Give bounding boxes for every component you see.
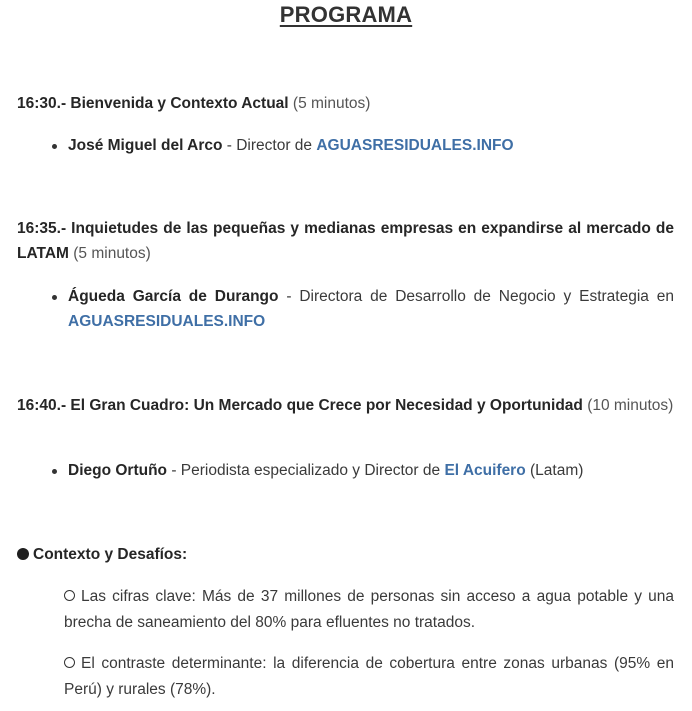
context-item-text: Las cifras clave: Más de 37 millones de personas sin acceso a agua potable y una brecha de saneamiento del 80% para efluentes no tratados.: [64, 588, 674, 631]
context-item-text: El contraste determinante: la diferencia de cobertura entre zonas urbanas (95% en Perú) y rurales (78%).: [64, 655, 674, 698]
circle-outline-icon: [64, 590, 75, 601]
session-1-link[interactable]: AGUASRESIDUALES.INFO: [316, 137, 514, 154]
session-3-role: - Periodista especializado y Director de: [167, 462, 445, 479]
session-2-title: 16:35.- Inquietudes de las pequeñas y medianas empresas en expandirse al mercado de LATAM: [17, 220, 674, 262]
session-1-title: 16:30.- Bienvenida y Contexto Actual: [17, 95, 289, 112]
session-2-speaker-item: [52, 284, 674, 334]
session-3-role-suffix: (Latam): [525, 462, 584, 479]
session-1-duration: (5 minutos): [292, 95, 371, 112]
bullet-icon: [52, 295, 57, 300]
context-item: [64, 651, 674, 703]
session-3-link[interactable]: El Acuifero: [444, 462, 526, 479]
bullet-icon: [52, 144, 57, 149]
session-2-role: - Directora de Desarrollo de Negocio y Estrategia en: [278, 288, 675, 305]
circle-outline-icon: [64, 657, 75, 668]
page-title: PROGRAMA: [279, 2, 413, 27]
session-2-heading: [17, 216, 674, 266]
session-1-speaker-item: [52, 133, 674, 158]
session-2-link[interactable]: AGUASRESIDUALES.INFO: [68, 313, 266, 330]
session-1-role: - Director de: [222, 137, 317, 154]
session-2-duration: (5 minutos): [73, 245, 151, 262]
session-3-speaker: Diego Ortuño: [68, 462, 168, 479]
session-3-speaker-item: [52, 458, 674, 483]
session-3-heading: [17, 393, 674, 418]
session-3-duration: (10 minutos): [587, 397, 674, 414]
filled-circle-icon: [17, 548, 29, 560]
session-1-speaker: José Miguel del Arco: [68, 137, 223, 154]
context-heading: [17, 542, 187, 567]
context-title: Contexto y Desafíos:: [33, 546, 188, 563]
context-item: [64, 584, 674, 636]
bullet-icon: [52, 469, 57, 474]
session-1-heading: [17, 91, 674, 116]
session-3-title: 16:40.- El Gran Cuadro: Un Mercado que Crece por Necesidad y Oportunidad: [17, 397, 583, 414]
session-2-speaker: Águeda García de Durango: [68, 288, 279, 305]
